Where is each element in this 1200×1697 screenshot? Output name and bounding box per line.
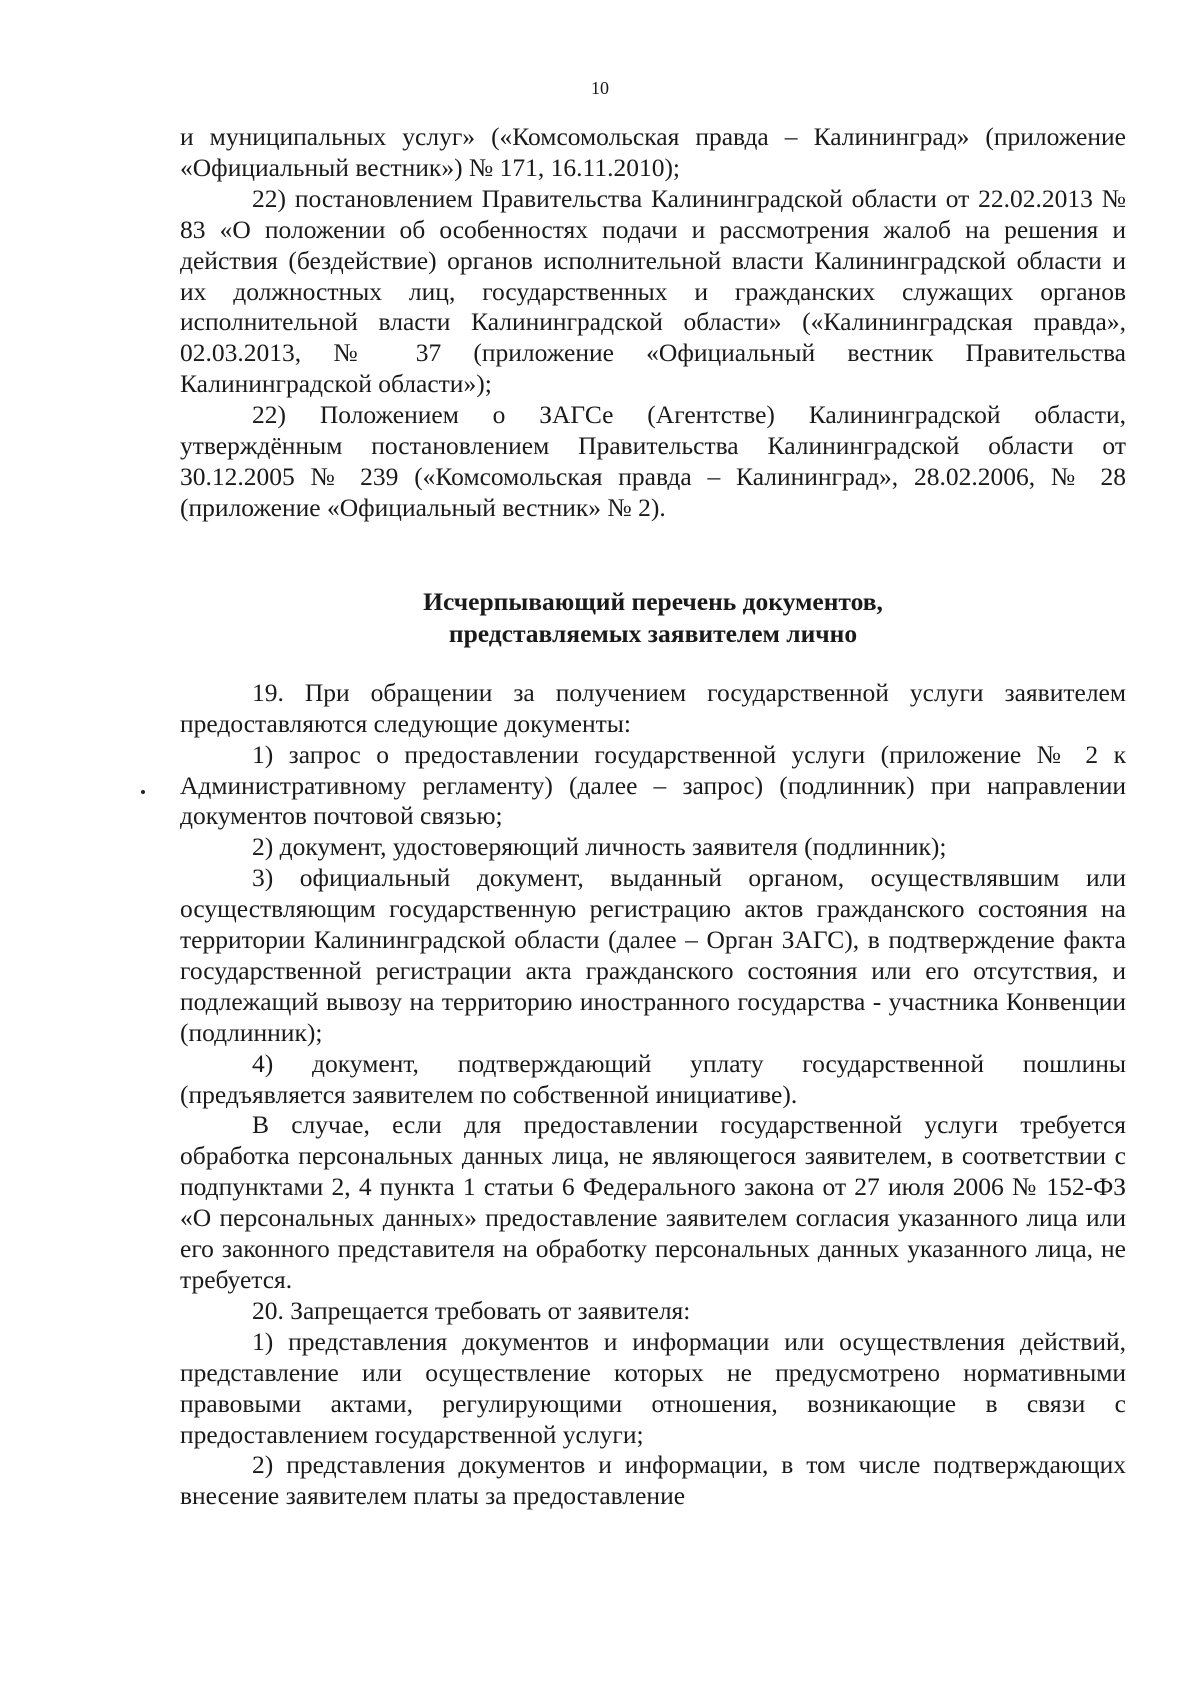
paragraph-item-22-resolution: 22) постановлением Правительства Калининградской области от 22.02.2013 № 83 «О положении об особенностях подачи и рассмотрения жалоб на решения и действия (бездействие) органов исполнительной власти Калининградской области и их должностных лиц, государственных и гражданских служащих органов исполнительной власти Калининградской области» («Калининградская правда», 02.03.2013, № 37 (приложение «Официальный вестник Правительства Калининградской области»);: [180, 183, 1126, 399]
paragraph-19: 19. При обращении за получением государственной услуги заявителем предоставляются следующие документы:: [180, 677, 1126, 738]
paragraph-19-item-1: 1) запрос о предоставлении государственной услуги (приложение № 2 к Административному регламенту) (далее – запрос) (подлинник) при направлении документов почтовой связью;: [180, 739, 1126, 831]
paragraph-20-item-1: 1) представления документов и информации или осуществления действий, представление или осуществление которых не предусмотрено нормативными правовыми актами, регулирующими отношения, возникающие в связи с предоставлением государственной услуги;: [180, 1326, 1126, 1449]
paragraph-19-item-2: 2) документ, удостоверяющий личность заявителя (подлинник);: [252, 832, 947, 862]
section-heading-line-1: Исчерпывающий перечень документов,: [423, 586, 883, 616]
paragraph-20: 20. Запрещается требовать от заявителя:: [252, 1295, 691, 1325]
paragraph-20-item-2: 2) представления документов и информации, в том числе подтверждающих внесение заявителем платы за предоставление: [180, 1450, 1126, 1511]
margin-dot: [141, 790, 145, 794]
section-heading: [180, 586, 1126, 650]
paragraph-continuation: и муниципальных услуг» («Комсомольская правда – Калининград» (приложение «Официальный вестник») № 171, 16.11.2010);: [180, 122, 1126, 182]
page-number: 10: [591, 78, 609, 98]
paragraph-19-item-4: 4) документ, подтверждающий уплату государственной пошлины (предъявляется заявителем по собственной инициативе).: [180, 1048, 1126, 1109]
document-body: [180, 122, 1126, 1512]
paragraph-item-22-regulation: 22) Положением о ЗАГСе (Агентстве) Калининградской области, утверждённым постановлением Правительства Калининградской области от 30.12.2005 № 239 («Комсомольская правда – Калининград», 28.02.2006, № 28 (приложение «Официальный вестник» № 2).: [180, 400, 1126, 522]
paragraph-19-item-3: 3) официальный документ, выданный органом, осуществлявшим или осуществляющим государственную регистрацию актов гражданского состояния на территории Калининградской области (далее – Орган ЗАГС), в подтверждение факта государственной регистрации акта гражданского состояния или его отсутствия, и подлежащий вывозу на территорию иностранного государства - участника Конвенции (подлинник);: [180, 863, 1126, 1047]
section-heading-line-2: представляемых заявителем лично: [448, 618, 858, 648]
paragraph-personal-data: В случае, если для предоставлении государственной услуги требуется обработка персональных данных лица, не являющегося заявителем, в соответствии с подпунктами 2, 4 пункта 1 статьи 6 Федерального закона от 27 июля 2006 № 152-ФЗ «О персональных данных» предоставление заявителем согласия указанного лица или его законного представителя на обработку персональных данных указанного лица, не требуется.: [180, 1110, 1126, 1294]
